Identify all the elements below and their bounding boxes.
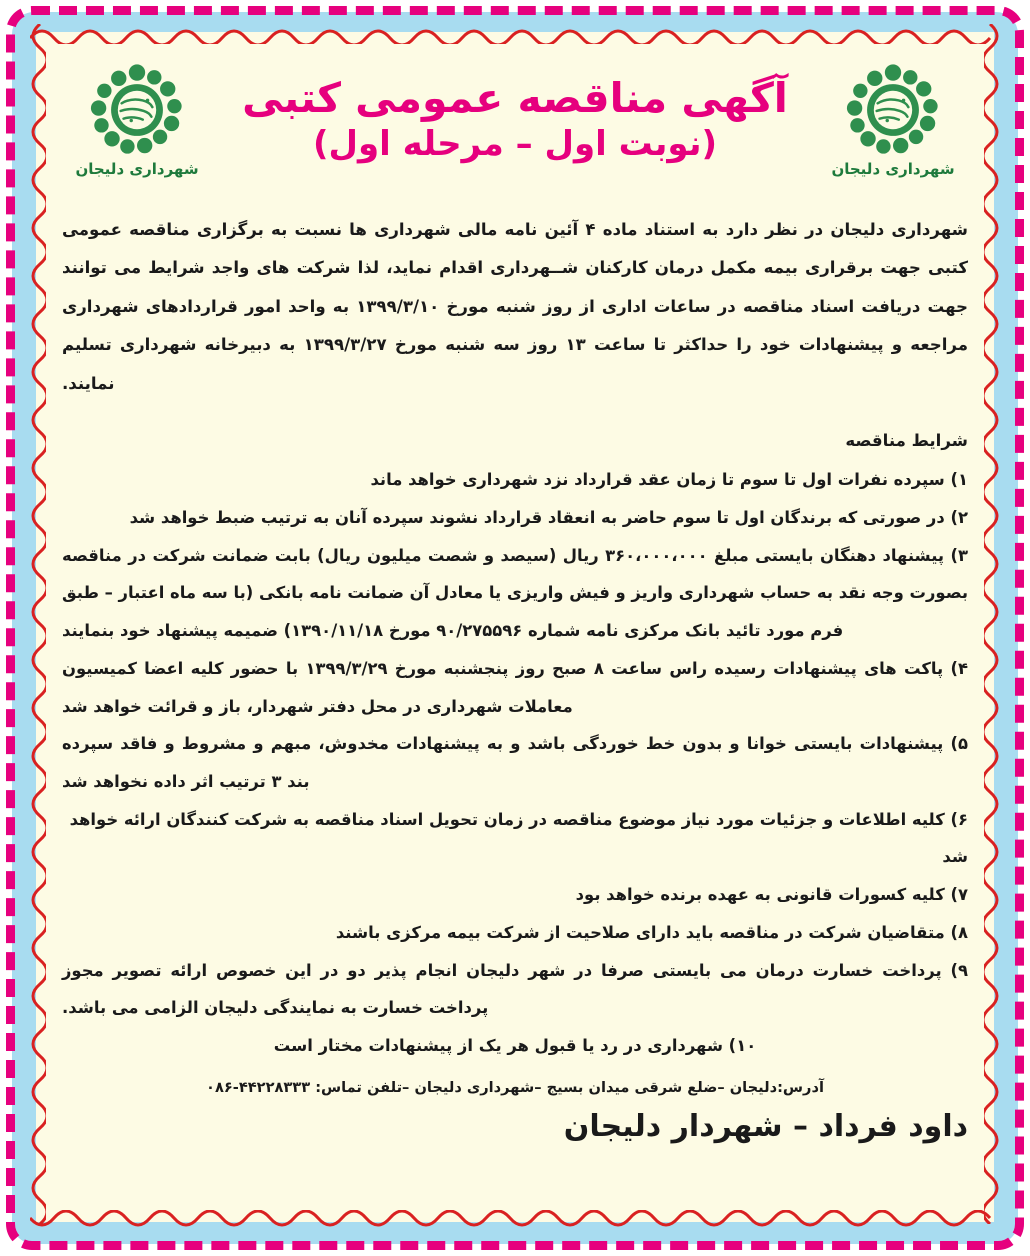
- logo-caption-left: شهرداری دلیجان: [75, 160, 199, 178]
- poster-body: [62, 211, 968, 1147]
- terms-item: ۴) پاکت های پیشنهادات رسیده راس ساعت ۸ صبح روز پنجشنبه مورخ ۱۳۹۹/۳/۲۹ با حضور کلیه اعضا کمیسیون معاملات شهرداری در محل دفتر شهردار، باز و قرائت خواهد شد: [62, 658, 968, 716]
- delijan-municipality-rosette-logo-icon: [89, 62, 185, 158]
- terms-item: ۷) کلیه کسورات قانونی به عهده برنده خواهد بود: [575, 885, 968, 905]
- page-title: آگهی مناقصه عمومی کتبی: [242, 74, 788, 123]
- terms-item: ۳) پیشنهاد دهنگان بایستی مبلغ ۳۶۰،۰۰۰،۰۰۰ ریال (سیصد و شصت میلیون ریال) بابت ضمانت شرکت در مناقصه بصورت وجه نقد به حساب شهرداری واریز و فیش واریزی یا معادل آن ضمانت نامه بانکی (با سه ماه اعتبار – طبق فرم مورد تائید بانک مرکزی نامه شماره ۹۰/۲۷۵۵۹۶ مورخ ۱۳۹۰/۱۱/۱۸) ضمیمه پیشنهاد خود بنمایند: [62, 545, 968, 641]
- page-subtitle: (نوبت اول – مرحله اول): [312, 124, 718, 165]
- terms-item: ۶) کلیه اطلاعات و جزئیات مورد نیاز موضوع مناقصه در زمان تحویل اسناد مناقصه به شرکت کنندگان ارائه خواهد شد: [69, 809, 968, 867]
- terms-item: ۸) متقاضیان شرکت در مناقصه باید دارای صلاحیت از شرکت بیمه مرکزی باشند: [335, 922, 968, 942]
- terms-item: ۲) در صورتی که برندگان اول تا سوم حاضر به انعقاد قرارداد نشوند سپرده آنان به ترتیب ضبط خواهد شد: [129, 507, 968, 527]
- delijan-municipality-rosette-logo-icon: [845, 62, 941, 158]
- logo-block-left: [62, 62, 212, 178]
- title-block: [212, 75, 818, 165]
- terms-item: ۱۰) شهرداری در رد یا قبول هر یک از پیشنهادات مختار است: [273, 1036, 757, 1056]
- terms-list: [62, 461, 968, 1065]
- logo-block-right: [818, 62, 968, 178]
- terms-section-heading: شرایط مناقصه: [845, 430, 968, 450]
- mayor-signature: داود فرداد – شهردار دلیجان: [563, 1109, 968, 1145]
- poster-content: [44, 40, 986, 1214]
- terms-item: ۹) پرداخت خسارت درمان می بایستی صرفا در شهر دلیجان انجام پذیر دو در این خصوص ارائه تصویر مجوز پرداخت خسارت به نمایندگی دلیجان الزامی می باشد.: [62, 960, 968, 1018]
- contact-address-line: آدرس:دلیجان –ضلع شرقی میدان بسیج –شهرداری دلیجان –تلفن تماس: ۴۴۲۲۸۳۳۳-۰۸۶: [206, 1078, 824, 1096]
- logo-caption-right: شهرداری دلیجان: [831, 160, 955, 178]
- intro-paragraph: شهرداری دلیجان در نظر دارد به استناد ماده ۴ آئین نامه مالی شهرداری ها نسبت به برگزاری مناقصه عمومی کتبی جهت برقراری بیمه مکمل درمان کارکنان شــهرداری اقدام نماید، لذا شرکت های واجد شرایط می توانند جهت دریافت اسناد مناقصه در ساعات اداری از روز شنبه مورخ ۱۳۹۹/۳/۱۰ به واحد امور قراردادهای شهرداری مراجعه و پیشنهادات خود را حداکثر تا ساعت ۱۳ روز سه شنبه مورخ ۱۳۹۹/۳/۲۷ به دبیرخانه شهرداری تسلیم نمایند.: [62, 219, 968, 393]
- terms-item: ۱) سپرده نفرات اول تا سوم تا زمان عقد قرارداد نزد شهرداری خواهد ماند: [370, 470, 968, 490]
- poster-header: [62, 46, 968, 194]
- terms-item: ۵) پیشنهادات بایستی خوانا و بدون خط خوردگی باشد و به پیشنهادات مخدوش، مبهم و مشروط و فاقد سپرده بند ۳ ترتیب اثر داده نخواهد شد: [62, 734, 968, 791]
